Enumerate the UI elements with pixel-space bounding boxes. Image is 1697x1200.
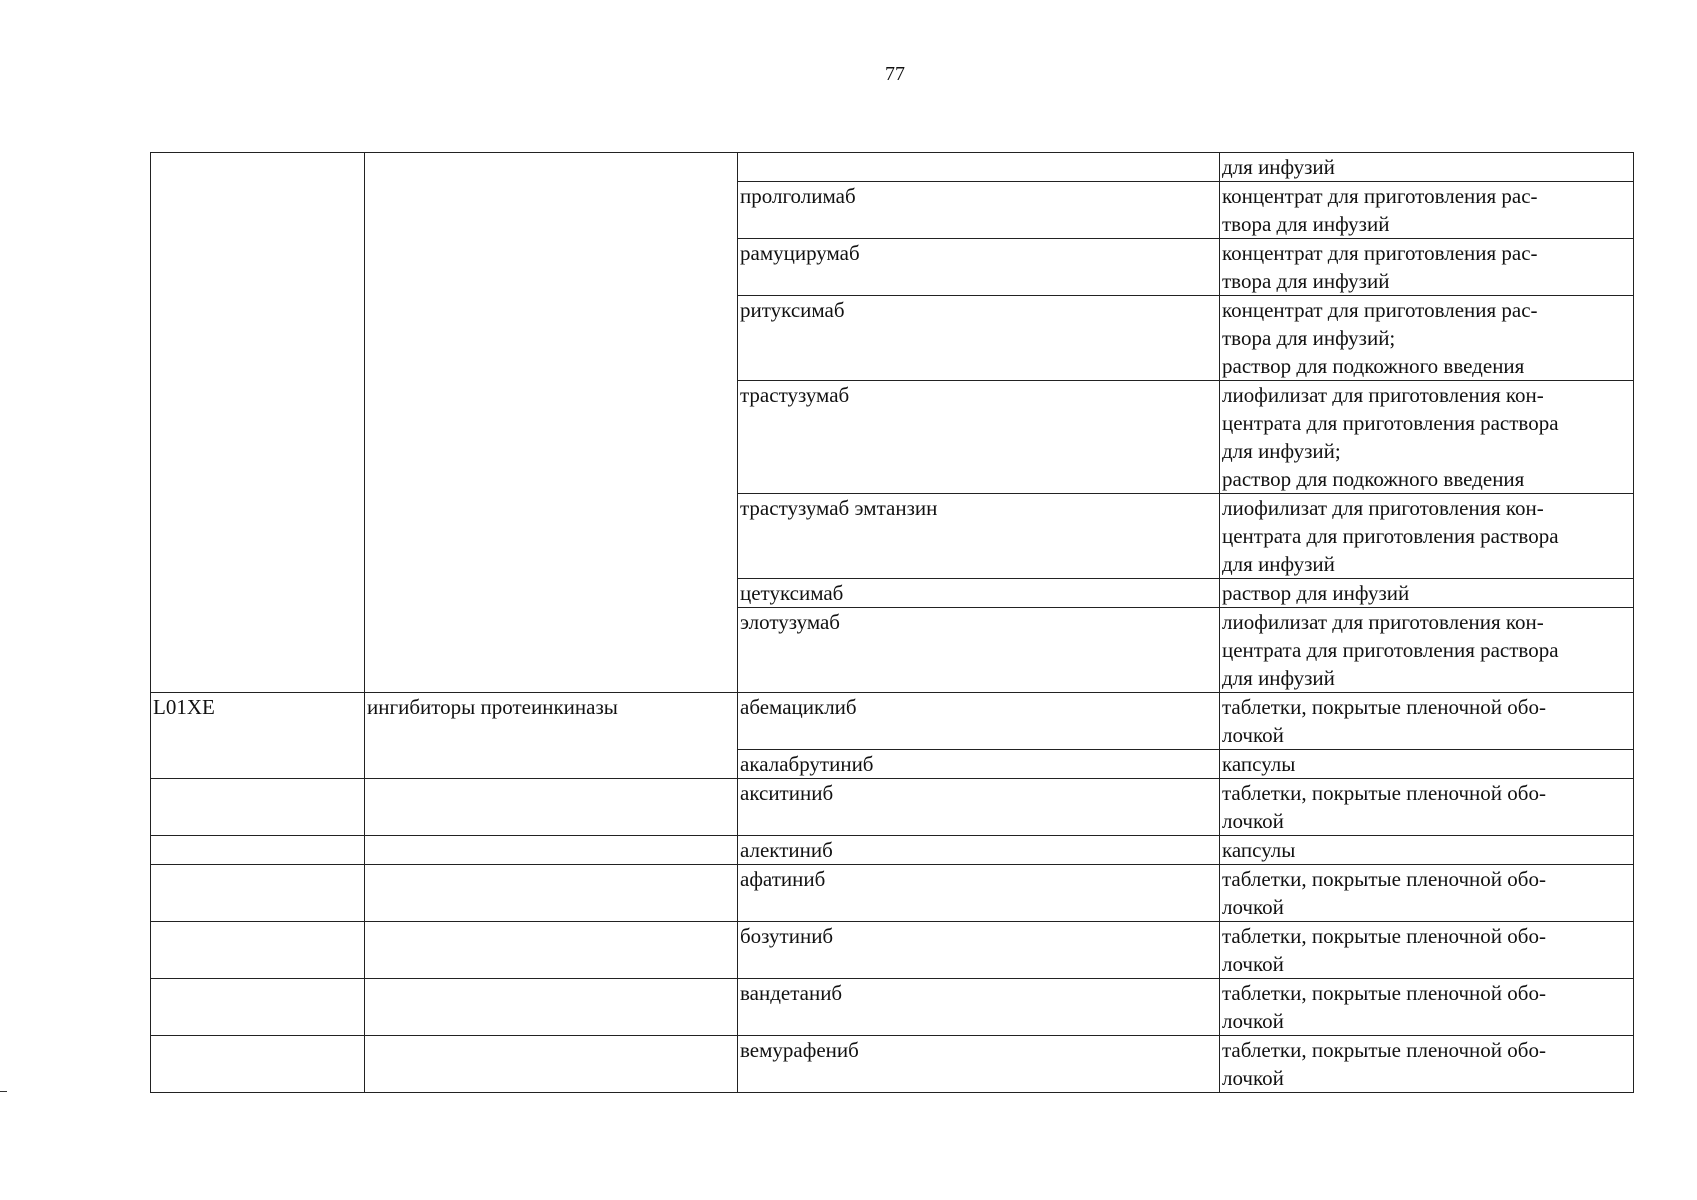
dosage-form-line: лиофилизат для приготовления кон- [1222, 610, 1544, 634]
dosage-form-cell [1220, 836, 1634, 865]
dosage-form-cell [1220, 922, 1634, 979]
dosage-form-cell [1220, 608, 1634, 693]
page-number: 77 [885, 63, 905, 85]
dosage-form-cell [1220, 494, 1634, 579]
dosage-form-line: таблетки, покрытые пленочной обо- [1222, 924, 1546, 948]
drug-name-cell: трастузумаб [738, 381, 1220, 494]
dosage-form-line: для инфузий [1222, 666, 1335, 690]
group-name-cell-empty [365, 865, 738, 922]
dosage-form-cell [1220, 693, 1634, 750]
dosage-form-line: центрата для приготовления раствора [1222, 524, 1559, 548]
dosage-form-line: для инфузий [1222, 155, 1335, 179]
table-row [151, 922, 1634, 979]
dosage-form-line: концентрат для приготовления рас- [1222, 298, 1538, 322]
dosage-form-line: лиофилизат для приготовления кон- [1222, 383, 1544, 407]
drug-table-container [150, 152, 1634, 1093]
table-body [151, 153, 1634, 1093]
dosage-form-line: концентрат для приготовления рас- [1222, 241, 1538, 265]
table-row [151, 979, 1634, 1036]
table-row [151, 153, 1634, 182]
group-name-cell-empty [365, 1036, 738, 1093]
atc-code-cell-empty [151, 779, 365, 836]
dosage-form-line: твора для инфузий [1222, 212, 1390, 236]
group-name-cell-empty [365, 836, 738, 865]
dosage-form-line: раствор для подкожного введения [1222, 467, 1525, 491]
table-row [151, 865, 1634, 922]
drug-name-cell: акалабрутиниб [738, 750, 1220, 779]
atc-code-cell-empty [151, 979, 365, 1036]
dosage-form-line: капсулы [1222, 838, 1296, 862]
dosage-form-cell [1220, 579, 1634, 608]
dosage-form-line: таблетки, покрытые пленочной обо- [1222, 781, 1546, 805]
dosage-form-cell [1220, 182, 1634, 239]
drug-name-cell: акситиниб [738, 779, 1220, 836]
dosage-form-cell [1220, 153, 1634, 182]
dosage-form-line: для инфузий; [1222, 439, 1341, 463]
drug-name-cell: элотузумаб [738, 608, 1220, 693]
group-name-cell-empty [365, 922, 738, 979]
atc-code-cell-empty [151, 1036, 365, 1093]
dosage-form-line: таблетки, покрытые пленочной обо- [1222, 867, 1546, 891]
atc-code-cell-empty [151, 153, 365, 693]
drug-name-cell: афатиниб [738, 865, 1220, 922]
dosage-form-line: концентрат для приготовления рас- [1222, 184, 1538, 208]
group-name-cell-empty [365, 779, 738, 836]
group-name-cell-empty [365, 153, 738, 693]
dosage-form-line: таблетки, покрытые пленочной обо- [1222, 695, 1546, 719]
dosage-form-line: капсулы [1222, 752, 1296, 776]
dosage-form-cell [1220, 779, 1634, 836]
atc-code-cell: L01XE [151, 693, 365, 779]
dosage-form-cell [1220, 1036, 1634, 1093]
table-row [151, 693, 1634, 750]
dosage-form-line: раствор для подкожного введения [1222, 354, 1525, 378]
dosage-form-line: лочкой [1222, 895, 1284, 919]
table-row [151, 836, 1634, 865]
drug-name-cell: алектиниб [738, 836, 1220, 865]
dosage-form-cell [1220, 296, 1634, 381]
dosage-form-line: лочкой [1222, 723, 1284, 747]
dosage-form-cell [1220, 381, 1634, 494]
dosage-form-line: центрата для приготовления раствора [1222, 638, 1559, 662]
drug-name-cell: пролголимаб [738, 182, 1220, 239]
drug-name-cell: ритуксимаб [738, 296, 1220, 381]
drug-name-cell: вемурафениб [738, 1036, 1220, 1093]
dosage-form-line: лочкой [1222, 952, 1284, 976]
dosage-form-cell [1220, 865, 1634, 922]
group-name-cell-empty [365, 979, 738, 1036]
drug-name-cell: бозутиниб [738, 922, 1220, 979]
dosage-form-cell [1220, 979, 1634, 1036]
drug-name-cell [738, 153, 1220, 182]
table-row [151, 779, 1634, 836]
dosage-form-line: лиофилизат для приготовления кон- [1222, 496, 1544, 520]
dosage-form-line: таблетки, покрытые пленочной обо- [1222, 1038, 1546, 1062]
dosage-form-cell [1220, 239, 1634, 296]
atc-code-cell-empty [151, 922, 365, 979]
dosage-form-line: лочкой [1222, 809, 1284, 833]
dosage-form-line: твора для инфузий; [1222, 326, 1396, 350]
drug-name-cell: абемациклиб [738, 693, 1220, 750]
dosage-form-line: для инфузий [1222, 552, 1335, 576]
group-name-cell: ингибиторы протеинкиназы [365, 693, 738, 779]
atc-code-cell-empty [151, 836, 365, 865]
dosage-form-line: центрата для приготовления раствора [1222, 411, 1559, 435]
drug-table [150, 152, 1634, 1093]
drug-name-cell: цетуксимаб [738, 579, 1220, 608]
dosage-form-line: лочкой [1222, 1066, 1284, 1090]
dosage-form-cell [1220, 750, 1634, 779]
drug-name-cell: вандетаниб [738, 979, 1220, 1036]
table-row [151, 1036, 1634, 1093]
drug-name-cell: трастузумаб эмтанзин [738, 494, 1220, 579]
dosage-form-line: лочкой [1222, 1009, 1284, 1033]
atc-code-cell-empty [151, 865, 365, 922]
margin-mark [0, 1091, 7, 1092]
drug-name-cell: рамуцирумаб [738, 239, 1220, 296]
dosage-form-line: твора для инфузий [1222, 269, 1390, 293]
dosage-form-line: таблетки, покрытые пленочной обо- [1222, 981, 1546, 1005]
dosage-form-line: раствор для инфузий [1222, 581, 1410, 605]
